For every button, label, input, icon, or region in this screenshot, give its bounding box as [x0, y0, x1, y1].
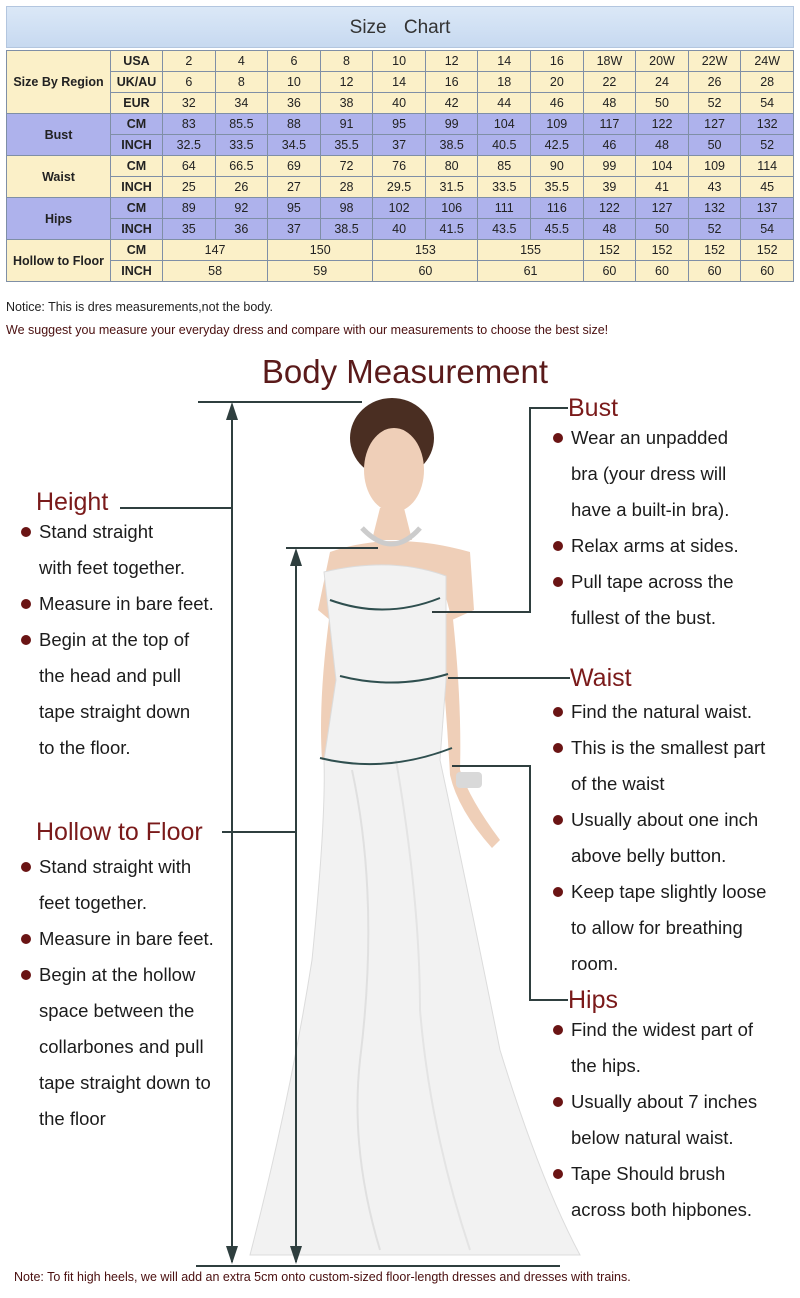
bullet-icon	[21, 527, 31, 537]
size-value-cell: 152	[583, 240, 636, 261]
size-value-cell: 152	[636, 240, 689, 261]
size-value-cell: 48	[583, 93, 636, 114]
height-instruction-line: Begin at the top of	[39, 629, 190, 650]
size-value-cell: 28	[741, 72, 794, 93]
height-instruction-line: tape straight down	[39, 701, 191, 722]
size-value-cell: 40	[373, 219, 426, 240]
size-value-cell: 39	[583, 177, 636, 198]
height-instruction-line: with feet together.	[39, 557, 186, 578]
size-value-cell: 85	[478, 156, 531, 177]
size-value-cell: 60	[688, 261, 741, 282]
size-value-cell: 45.5	[531, 219, 584, 240]
bust-instruction-line: have a built-in bra).	[571, 499, 730, 520]
size-group-label: Waist	[7, 156, 111, 198]
size-value-cell: 42.5	[531, 135, 584, 156]
size-value-cell: 69	[268, 156, 321, 177]
size-value-cell: 109	[688, 156, 741, 177]
size-value-cell: 25	[163, 177, 216, 198]
hollow-instruction-line: collarbones and pull	[39, 1036, 204, 1057]
bust-instruction-line: Pull tape across the	[571, 571, 734, 592]
bullet-icon	[553, 743, 563, 753]
size-value-cell: 152	[741, 240, 794, 261]
bullet-icon	[553, 887, 563, 897]
size-value-cell: 61	[478, 261, 583, 282]
size-value-cell: 104	[636, 156, 689, 177]
size-value-cell: 80	[425, 156, 478, 177]
size-value-cell: 26	[688, 72, 741, 93]
bullet-icon	[21, 635, 31, 645]
size-value-cell: 35.5	[320, 135, 373, 156]
bust-heading: Bust	[568, 394, 619, 422]
hollow-instruction-line: Stand straight with	[39, 856, 192, 877]
size-value-cell: 8	[320, 51, 373, 72]
hollow-instruction-line: Begin at the hollow	[39, 964, 196, 985]
waist-instruction-line: This is the smallest part	[571, 737, 766, 758]
bullet-icon	[553, 577, 563, 587]
size-value-cell: 52	[741, 135, 794, 156]
size-value-cell: 18W	[583, 51, 636, 72]
size-unit-label: CM	[111, 198, 163, 219]
size-value-cell: 32	[163, 93, 216, 114]
bullet-icon	[21, 599, 31, 609]
hips-instruction-line: below natural waist.	[571, 1127, 734, 1148]
size-value-cell: 16	[531, 51, 584, 72]
size-value-cell: 6	[268, 51, 321, 72]
hollow-to-floor-heading: Hollow to Floor	[36, 818, 203, 846]
waist-instruction-line: Find the natural waist.	[571, 701, 752, 722]
waist-instruction-line: of the waist	[571, 773, 665, 794]
size-value-cell: 33.5	[215, 135, 268, 156]
size-value-cell: 8	[215, 72, 268, 93]
size-value-cell: 37	[373, 135, 426, 156]
body-measurement-title: Body Measurement	[261, 353, 549, 390]
size-value-cell: 34	[215, 93, 268, 114]
size-value-cell: 26	[215, 177, 268, 198]
size-value-cell: 109	[531, 114, 584, 135]
size-value-cell: 12	[320, 72, 373, 93]
size-value-cell: 38.5	[320, 219, 373, 240]
size-value-cell: 60	[583, 261, 636, 282]
size-value-cell: 122	[636, 114, 689, 135]
hips-instruction-line: Tape Should brush	[571, 1163, 726, 1184]
size-value-cell: 22	[583, 72, 636, 93]
size-value-cell: 24	[636, 72, 689, 93]
size-value-cell: 50	[636, 219, 689, 240]
size-value-cell: 52	[688, 219, 741, 240]
size-unit-label: CM	[111, 156, 163, 177]
size-value-cell: 132	[741, 114, 794, 135]
size-value-cell: 48	[583, 219, 636, 240]
size-value-cell: 33.5	[478, 177, 531, 198]
size-value-cell: 85.5	[215, 114, 268, 135]
waist-instruction-line: room.	[571, 953, 619, 974]
size-unit-label: USA	[111, 51, 163, 72]
hips-heading: Hips	[568, 986, 619, 1014]
hollow-instruction-line: Measure in bare feet.	[39, 928, 214, 949]
bust-instruction-line: Wear an unpadded	[571, 427, 729, 448]
size-value-cell: 54	[741, 93, 794, 114]
height-instruction-line: Measure in bare feet.	[39, 593, 214, 614]
size-value-cell: 106	[425, 198, 478, 219]
size-chart-title: Size Chart	[6, 6, 794, 48]
bullet-icon	[553, 815, 563, 825]
high-heels-note: Note: To fit high heels, we will add an extra 5cm onto custom-sized floor-length dresses and dresses with trains.	[14, 1270, 631, 1284]
size-value-cell: 31.5	[425, 177, 478, 198]
bullet-icon	[21, 934, 31, 944]
size-value-cell: 92	[215, 198, 268, 219]
size-value-cell: 18	[478, 72, 531, 93]
size-value-cell: 102	[373, 198, 426, 219]
waist-instruction-line: Usually about one inch	[571, 809, 759, 830]
size-value-cell: 43.5	[478, 219, 531, 240]
height-instruction-line: the head and pull	[39, 665, 181, 686]
waist-heading: Waist	[570, 664, 632, 692]
size-value-cell: 147	[163, 240, 268, 261]
size-value-cell: 89	[163, 198, 216, 219]
size-value-cell: 95	[373, 114, 426, 135]
dress-measurement-notice: Notice: This is dres measurements,not the body.	[6, 300, 274, 314]
size-value-cell: 95	[268, 198, 321, 219]
size-value-cell: 40	[373, 93, 426, 114]
size-value-cell: 122	[583, 198, 636, 219]
size-value-cell: 38	[320, 93, 373, 114]
hollow-instruction-line: feet together.	[39, 892, 148, 913]
bullet-icon	[553, 1097, 563, 1107]
size-value-cell: 4	[215, 51, 268, 72]
size-value-cell: 98	[320, 198, 373, 219]
hips-instruction-line: the hips.	[571, 1055, 641, 1076]
size-value-cell: 50	[636, 93, 689, 114]
size-value-cell: 66.5	[215, 156, 268, 177]
size-value-cell: 35.5	[531, 177, 584, 198]
bullet-icon	[21, 970, 31, 980]
size-value-cell: 12	[425, 51, 478, 72]
size-value-cell: 46	[531, 93, 584, 114]
size-value-cell: 41.5	[425, 219, 478, 240]
size-value-cell: 6	[163, 72, 216, 93]
size-value-cell: 29.5	[373, 177, 426, 198]
size-value-cell: 36	[215, 219, 268, 240]
size-value-cell: 54	[741, 219, 794, 240]
height-heading: Height	[36, 488, 109, 516]
size-value-cell: 22W	[688, 51, 741, 72]
bullet-icon	[553, 707, 563, 717]
hollow-instruction-line: the floor	[39, 1108, 106, 1129]
size-unit-label: UK/AU	[111, 72, 163, 93]
size-value-cell: 104	[478, 114, 531, 135]
size-value-cell: 60	[636, 261, 689, 282]
height-instruction-line: Stand straight	[39, 521, 154, 542]
waist-instruction-line: above belly button.	[571, 845, 727, 866]
size-value-cell: 127	[688, 114, 741, 135]
waist-instruction-line: Keep tape slightly loose	[571, 881, 767, 902]
height-instruction-line: to the floor.	[39, 737, 131, 758]
bust-instruction-line: bra (your dress will	[571, 463, 727, 484]
size-value-cell: 60	[373, 261, 478, 282]
size-value-cell: 24W	[741, 51, 794, 72]
size-value-cell: 35	[163, 219, 216, 240]
size-value-cell: 43	[688, 177, 741, 198]
size-value-cell: 83	[163, 114, 216, 135]
size-value-cell: 88	[268, 114, 321, 135]
size-value-cell: 127	[636, 198, 689, 219]
size-unit-label: CM	[111, 240, 163, 261]
hips-instruction-line: Usually about 7 inches	[571, 1091, 758, 1112]
size-value-cell: 10	[268, 72, 321, 93]
bullet-icon	[553, 433, 563, 443]
size-group-label: Hips	[7, 198, 111, 240]
bullet-icon	[553, 1025, 563, 1035]
size-value-cell: 155	[478, 240, 583, 261]
hips-instruction-line: Find the widest part of	[571, 1019, 754, 1040]
bullet-icon	[553, 541, 563, 551]
size-value-cell: 50	[688, 135, 741, 156]
size-group-label: Size By Region	[7, 51, 111, 114]
size-value-cell: 76	[373, 156, 426, 177]
size-value-cell: 60	[741, 261, 794, 282]
size-value-cell: 34.5	[268, 135, 321, 156]
size-value-cell: 64	[163, 156, 216, 177]
size-group-label: Bust	[7, 114, 111, 156]
size-value-cell: 152	[688, 240, 741, 261]
size-unit-label: CM	[111, 114, 163, 135]
size-value-cell: 150	[268, 240, 373, 261]
size-value-cell: 99	[583, 156, 636, 177]
bullet-icon	[553, 1169, 563, 1179]
size-value-cell: 99	[425, 114, 478, 135]
measure-suggestion-notice: We suggest you measure your everyday dress and compare with our measurements to choose the best size!	[6, 323, 609, 337]
size-value-cell: 27	[268, 177, 321, 198]
size-value-cell: 91	[320, 114, 373, 135]
size-value-cell: 48	[636, 135, 689, 156]
size-value-cell: 38.5	[425, 135, 478, 156]
size-value-cell: 153	[373, 240, 478, 261]
size-value-cell: 10	[373, 51, 426, 72]
size-value-cell: 46	[583, 135, 636, 156]
size-value-cell: 20	[531, 72, 584, 93]
size-value-cell: 16	[425, 72, 478, 93]
size-value-cell: 117	[583, 114, 636, 135]
hollow-instruction-line: space between the	[39, 1000, 195, 1021]
size-value-cell: 37	[268, 219, 321, 240]
size-value-cell: 72	[320, 156, 373, 177]
hollow-instruction-line: tape straight down to	[39, 1072, 211, 1093]
size-value-cell: 28	[320, 177, 373, 198]
size-value-cell: 45	[741, 177, 794, 198]
size-value-cell: 14	[478, 51, 531, 72]
size-value-cell: 59	[268, 261, 373, 282]
hips-instruction-line: across both hipbones.	[571, 1199, 753, 1220]
size-value-cell: 132	[688, 198, 741, 219]
size-value-cell: 114	[741, 156, 794, 177]
size-unit-label: EUR	[111, 93, 163, 114]
size-value-cell: 14	[373, 72, 426, 93]
size-value-cell: 2	[163, 51, 216, 72]
waist-instruction-line: to allow for breathing	[571, 917, 743, 938]
size-unit-label: INCH	[111, 219, 163, 240]
size-value-cell: 42	[425, 93, 478, 114]
size-value-cell: 58	[163, 261, 268, 282]
size-value-cell: 52	[688, 93, 741, 114]
size-value-cell: 90	[531, 156, 584, 177]
size-value-cell: 32.5	[163, 135, 216, 156]
size-value-cell: 41	[636, 177, 689, 198]
size-value-cell: 137	[741, 198, 794, 219]
bust-instruction-line: Relax arms at sides.	[571, 535, 739, 556]
bust-instruction-line: fullest of the bust.	[571, 607, 717, 628]
size-value-cell: 111	[478, 198, 531, 219]
size-unit-label: INCH	[111, 177, 163, 198]
size-value-cell: 36	[268, 93, 321, 114]
size-unit-label: INCH	[111, 135, 163, 156]
size-value-cell: 44	[478, 93, 531, 114]
bullet-icon	[21, 862, 31, 872]
size-value-cell: 40.5	[478, 135, 531, 156]
size-group-label: Hollow to Floor	[7, 240, 111, 282]
size-value-cell: 116	[531, 198, 584, 219]
size-value-cell: 20W	[636, 51, 689, 72]
size-unit-label: INCH	[111, 261, 163, 282]
